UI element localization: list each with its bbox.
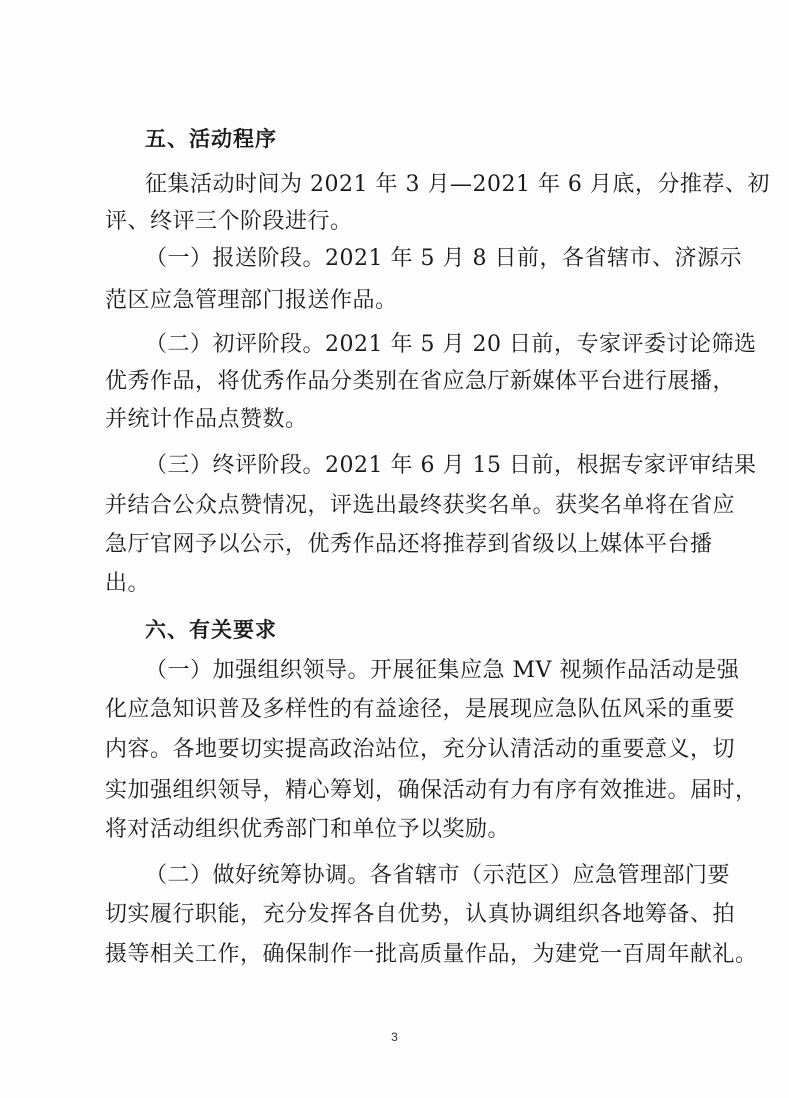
paragraph-line: （一）报送阶段。2021 年 5 月 8 日前，各省辖市、济源示 bbox=[145, 246, 742, 271]
paragraph-line: 并结合公众点赞情况，评选出最终获奖名单。获奖名单将在省应 bbox=[105, 493, 736, 518]
paragraph-line: 切实履行职能，充分发挥各自优势，认真协调组织各地筹备、拍 bbox=[105, 902, 736, 927]
paragraph-line: （二）做好统筹协调。各省辖市（示范区）应急管理部门要 bbox=[145, 863, 731, 888]
paragraph-line: 优秀作品，将优秀作品分类别在省应急厅新媒体平台进行展播， bbox=[105, 369, 736, 394]
paragraph-line: （二）初评阶段。2021 年 5 月 20 日前，专家评委讨论筛选 bbox=[145, 332, 757, 357]
paragraph-line: 出。 bbox=[105, 571, 151, 596]
paragraph-line: 化应急知识普及多样性的有益途径，是展现应急队伍风采的重要 bbox=[105, 697, 736, 722]
paragraph-line: 并统计作品点赞数。 bbox=[105, 407, 308, 432]
section-heading-5: 五、活动程序 bbox=[145, 127, 277, 151]
paragraph-line: 范区应急管理部门报送作品。 bbox=[105, 288, 398, 313]
paragraph-line: 征集活动时间为 2021 年 3 月—2021 年 6 月底，分推荐、初 bbox=[145, 172, 770, 197]
paragraph-line: 内容。各地要切实提高政治站位，充分认清活动的重要意义，切 bbox=[105, 737, 736, 762]
paragraph-line: 评、终评三个阶段进行。 bbox=[105, 209, 353, 234]
section-heading-6: 六、有关要求 bbox=[145, 618, 277, 642]
paragraph-line: （一）加强组织领导。开展征集应急 MV 视频作品活动是强 bbox=[145, 658, 740, 683]
paragraph-line: 将对活动组织优秀部门和单位予以奖励。 bbox=[105, 817, 511, 842]
paragraph-line: 实加强组织领导，精心筹划，确保活动有力有序有效推进。届时， bbox=[105, 778, 758, 803]
paragraph-line: 摄等相关工作，确保制作一批高质量作品，为建党一百周年献礼。 bbox=[105, 942, 758, 967]
paragraph-line: （三）终评阶段。2021 年 6 月 15 日前，根据专家评审结果 bbox=[145, 453, 757, 478]
paragraph-line: 急厅官网予以公示，优秀作品还将推荐到省级以上媒体平台播 bbox=[105, 532, 713, 557]
page-number: 3 bbox=[391, 1030, 398, 1044]
